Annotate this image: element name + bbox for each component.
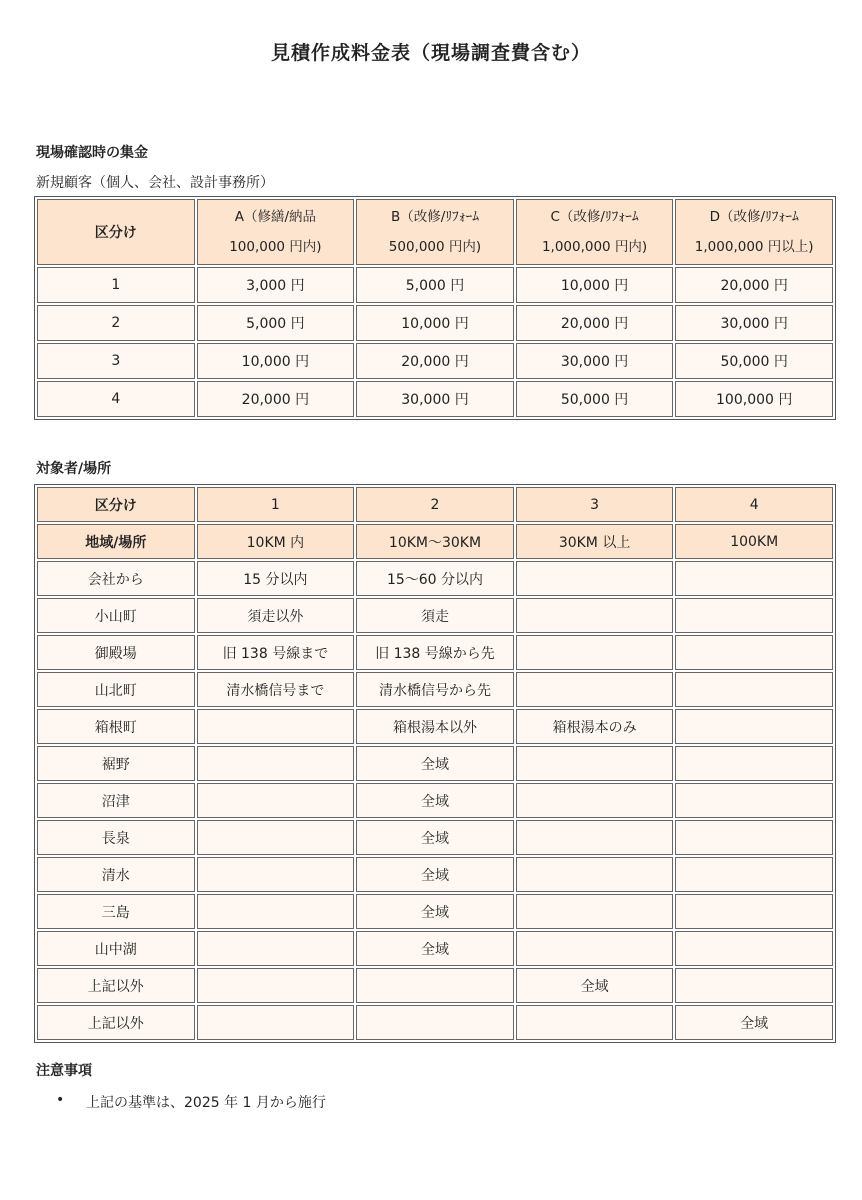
area-header-distance-4: 100KM xyxy=(675,524,833,559)
area-header-distance-2: 10KM～30KM xyxy=(356,524,514,559)
area-cell xyxy=(356,968,514,1003)
area-table-row xyxy=(37,820,833,855)
area-cell xyxy=(675,635,833,670)
area-cell xyxy=(516,672,674,707)
area-cell xyxy=(516,820,674,855)
area-row-label: 長泉 xyxy=(37,820,195,855)
bullet-icon: • xyxy=(56,1092,65,1108)
page-title: 見積作成料金表（現場調査費含む） xyxy=(270,42,591,64)
area-header-location: 地域/場所 xyxy=(37,524,195,559)
fee-header-col-d-line1: D（改修/ﾘﾌｫｰﾑ xyxy=(709,209,799,225)
area-table-row xyxy=(37,857,833,892)
area-table-row xyxy=(37,746,833,781)
area-cell xyxy=(675,598,833,633)
fee-cell: 100,000 円 xyxy=(675,381,833,417)
fee-row-label: 4 xyxy=(37,381,195,417)
fee-cell: 30,000 円 xyxy=(516,343,674,379)
fee-cell: 30,000 円 xyxy=(356,381,514,417)
fee-header-kubun: 区分け xyxy=(37,199,195,265)
area-row-label: 会社から xyxy=(37,561,195,596)
area-cell xyxy=(516,857,674,892)
area-cell xyxy=(197,894,355,929)
area-cell xyxy=(675,561,833,596)
area-cell: 旧 138 号線から先 xyxy=(356,635,514,670)
fee-table-row xyxy=(37,381,833,417)
area-table-header-row xyxy=(37,487,833,522)
area-cell: 清水橋信号から先 xyxy=(356,672,514,707)
area-row-label: 山北町 xyxy=(37,672,195,707)
fee-cell: 50,000 円 xyxy=(516,381,674,417)
area-table-row xyxy=(37,672,833,707)
area-cell xyxy=(516,783,674,818)
note-text: 上記の基準は、2025 年 1 月から施行 xyxy=(86,1095,326,1111)
area-cell xyxy=(516,561,674,596)
fee-cell: 30,000 円 xyxy=(675,305,833,341)
area-cell xyxy=(675,672,833,707)
fee-header-col-b-line1: B（改修/ﾘﾌｫｰﾑ xyxy=(390,209,480,225)
fee-cell: 5,000 円 xyxy=(356,267,514,303)
area-cell xyxy=(675,783,833,818)
fee-header-col-b xyxy=(356,199,514,265)
section-subheading-new-customers: 新規顧客（個人、会社、設計事務所） xyxy=(36,175,274,191)
fee-cell: 5,000 円 xyxy=(197,305,355,341)
area-table-row xyxy=(37,894,833,929)
area-cell xyxy=(197,931,355,966)
fee-table-header-row xyxy=(37,199,833,265)
area-cell: 全域 xyxy=(516,968,674,1003)
note-item xyxy=(56,1092,326,1112)
area-header-distance-1: 10KM 内 xyxy=(197,524,355,559)
area-row-label: 沼津 xyxy=(37,783,195,818)
area-header-col-2: 2 xyxy=(356,487,514,522)
area-cell xyxy=(516,1005,674,1040)
fee-row-label: 2 xyxy=(37,305,195,341)
area-cell: 全域 xyxy=(356,820,514,855)
area-table-row xyxy=(37,931,833,966)
area-row-label: 御殿場 xyxy=(37,635,195,670)
area-cell xyxy=(197,709,355,744)
fee-cell: 20,000 円 xyxy=(197,381,355,417)
area-cell: 全域 xyxy=(675,1005,833,1040)
area-cell: 全域 xyxy=(356,931,514,966)
fee-header-col-c-line2: 1,000,000 円内) xyxy=(541,239,648,255)
area-cell xyxy=(356,1005,514,1040)
fee-header-col-a-line2: 100,000 円内) xyxy=(229,239,322,255)
area-cell xyxy=(516,635,674,670)
area-cell xyxy=(197,746,355,781)
area-row-label: 箱根町 xyxy=(37,709,195,744)
fee-table xyxy=(34,196,836,420)
area-row-label: 上記以外 xyxy=(37,968,195,1003)
area-cell xyxy=(675,746,833,781)
area-cell xyxy=(197,783,355,818)
area-cell xyxy=(675,857,833,892)
area-row-label: 小山町 xyxy=(37,598,195,633)
area-table-row xyxy=(37,561,833,596)
area-header-col-1: 1 xyxy=(197,487,355,522)
area-row-label: 三島 xyxy=(37,894,195,929)
section-heading-collection: 現場確認時の集金 xyxy=(36,145,148,161)
area-cell xyxy=(675,709,833,744)
fee-table-row xyxy=(37,267,833,303)
area-row-label: 清水 xyxy=(37,857,195,892)
area-cell xyxy=(675,968,833,1003)
area-cell xyxy=(675,931,833,966)
fee-header-col-d xyxy=(675,199,833,265)
fee-cell: 3,000 円 xyxy=(197,267,355,303)
area-row-label: 山中湖 xyxy=(37,931,195,966)
area-header-col-4: 4 xyxy=(675,487,833,522)
area-cell xyxy=(516,746,674,781)
area-cell xyxy=(197,820,355,855)
area-header-col-3: 3 xyxy=(516,487,674,522)
area-cell: 全域 xyxy=(356,783,514,818)
area-table-row xyxy=(37,709,833,744)
area-cell: 箱根湯本以外 xyxy=(356,709,514,744)
area-table-row xyxy=(37,1005,833,1040)
area-cell xyxy=(675,894,833,929)
area-table xyxy=(34,484,836,1043)
fee-header-col-c-line1: C（改修/ﾘﾌｫｰﾑ xyxy=(550,209,639,225)
area-cell: 旧 138 号線まで xyxy=(197,635,355,670)
fee-cell: 10,000 円 xyxy=(516,267,674,303)
area-table-row xyxy=(37,783,833,818)
fee-header-col-a xyxy=(197,199,355,265)
area-header-distance-3: 30KM 以上 xyxy=(516,524,674,559)
fee-cell: 50,000 円 xyxy=(675,343,833,379)
area-cell xyxy=(197,968,355,1003)
area-cell: 全域 xyxy=(356,857,514,892)
area-table-row xyxy=(37,968,833,1003)
fee-table-row xyxy=(37,305,833,341)
area-table-subheader-row xyxy=(37,524,833,559)
section-heading-target-location: 対象者/場所 xyxy=(36,461,112,477)
fee-header-col-c xyxy=(516,199,674,265)
area-cell xyxy=(516,598,674,633)
fee-cell: 20,000 円 xyxy=(516,305,674,341)
fee-header-col-a-line1: A（修繕/納品 xyxy=(234,209,317,225)
area-cell xyxy=(516,894,674,929)
area-cell: 15 分以内 xyxy=(197,561,355,596)
area-header-kubun: 区分け xyxy=(37,487,195,522)
area-cell: 箱根湯本のみ xyxy=(516,709,674,744)
fee-row-label: 3 xyxy=(37,343,195,379)
fee-cell: 20,000 円 xyxy=(675,267,833,303)
area-cell xyxy=(675,820,833,855)
area-cell xyxy=(197,1005,355,1040)
area-cell: 全域 xyxy=(356,746,514,781)
area-cell: 全域 xyxy=(356,894,514,929)
fee-header-col-b-line2: 500,000 円内) xyxy=(388,239,482,255)
fee-row-label: 1 xyxy=(37,267,195,303)
fee-cell: 10,000 円 xyxy=(356,305,514,341)
area-table-row xyxy=(37,635,833,670)
area-table-row xyxy=(37,598,833,633)
fee-cell: 10,000 円 xyxy=(197,343,355,379)
area-row-label: 上記以外 xyxy=(37,1005,195,1040)
area-cell: 15～60 分以内 xyxy=(356,561,514,596)
area-cell: 須走 xyxy=(356,598,514,633)
area-cell: 清水橋信号まで xyxy=(197,672,355,707)
notes-heading: 注意事項 xyxy=(36,1063,92,1079)
fee-header-col-d-line2: 1,000,000 円以上) xyxy=(694,239,814,255)
area-cell xyxy=(197,857,355,892)
area-row-label: 裾野 xyxy=(37,746,195,781)
area-cell: 須走以外 xyxy=(197,598,355,633)
area-cell xyxy=(516,931,674,966)
fee-cell: 20,000 円 xyxy=(356,343,514,379)
fee-table-row xyxy=(37,343,833,379)
